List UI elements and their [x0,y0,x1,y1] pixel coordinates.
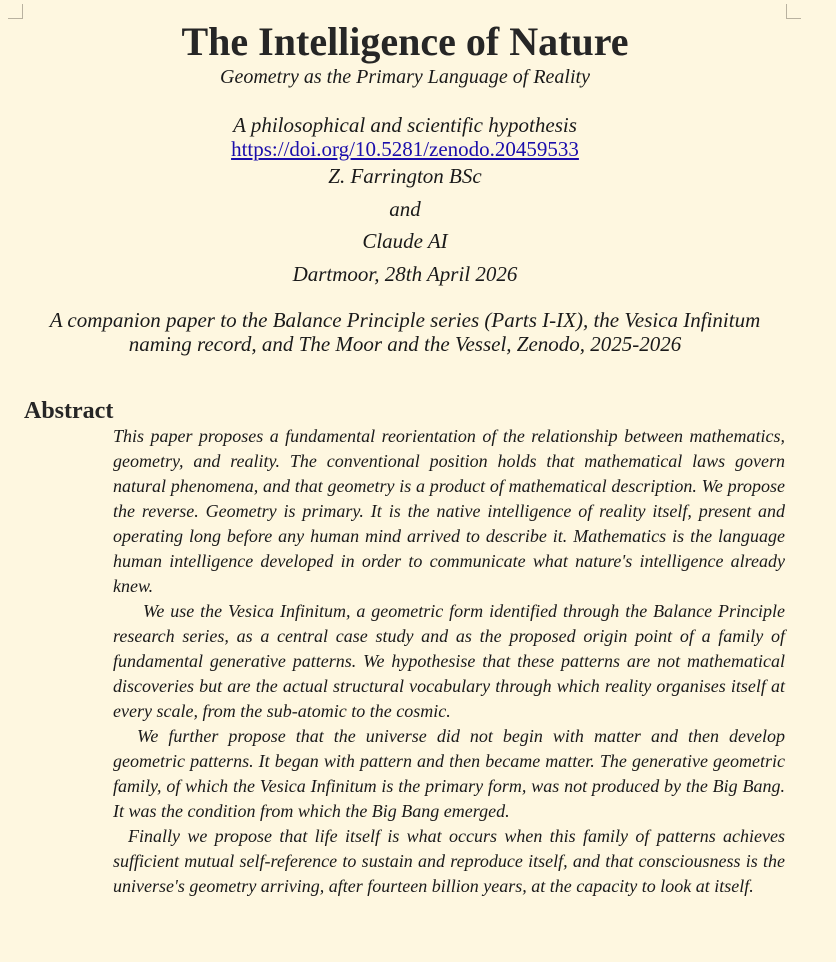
document-subtitle: Geometry as the Primary Language of Reality [220,66,590,88]
abstract-paragraph: We use the Vesica Infinitum, a geometric form identified through the Balance Principle research series, as a central case study and as the proposed origin point of a family of fundamental generative patterns. We hypothesise that these patterns are not mathematical discoveries but are the actual structural vocabulary through which reality organises itself at every scale, from the sub-atomic to the cosmic. [113,601,785,721]
abstract-paragraph: We further propose that the universe did not begin with matter and then develop geometric patterns. It began with pattern and then became matter. The generative geometric family, of which the Vesica Infinitum is the primary form, was not produced by the Big Bang. It was the condition from which the Big Bang emerged. [113,726,785,821]
place-date: Dartmoor, 28th April 2026 [292,262,518,286]
author-conjunction: and [389,197,421,221]
document-title: The Intelligence of Nature [181,19,629,64]
doi-line [0,136,810,162]
coauthor-name: Claude AI [362,229,448,253]
abstract-body [113,424,785,899]
author-name: Z. Farrington BSc [328,164,482,188]
companion-note: A companion paper to the Balance Principle series (Parts I-IX), the Vesica Infinitum naming record, and The Moor and the Vessel, Zenodo, 2025-2026 [49,308,761,356]
abstract-heading: Abstract [24,398,114,424]
hypothesis-line: A philosophical and scientific hypothesis [233,113,577,137]
doi-link[interactable]: https://doi.org/10.5281/zenodo.20459533 [231,137,579,161]
abstract-paragraph: Finally we propose that life itself is what occurs when this family of patterns achieves sufficient mutual self-reference to sustain and reproduce itself, and that consciousness is the universe's geometry arriving, after fourteen billion years, at the capacity to look at itself. [113,826,785,896]
abstract-paragraph: This paper proposes a fundamental reorientation of the relationship between mathematics, geometry, and reality. The conventional position holds that mathematical laws govern natural phenomena, and that geometry is a product of mathematical description. We propose the reverse. Geometry is primary. It is the native intelligence of reality itself, present and operating long before any human mind arrived to describe it. Mathematics is the language human intelligence developed in order to communicate what nature's intelligence already knew. [113,426,785,596]
